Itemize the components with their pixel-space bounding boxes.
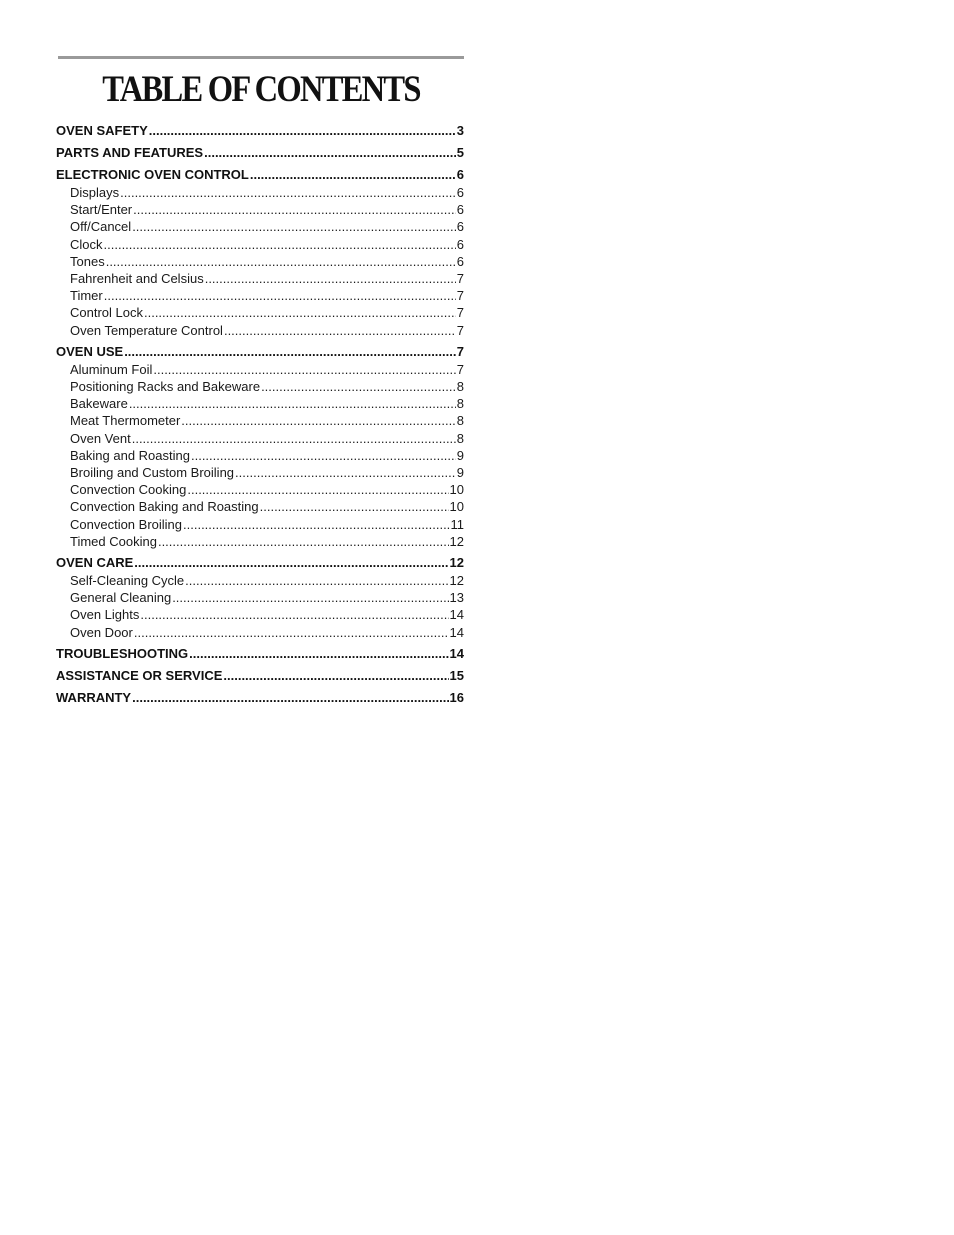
toc-entry-page-number: 13 [449, 590, 464, 606]
dot-leader [172, 589, 448, 606]
toc-entry-page-number: 6 [456, 167, 464, 182]
toc-entry-label: Tones [70, 253, 105, 269]
toc-entry-page-number: 7 [456, 322, 464, 338]
toc-entry-page-number: 12 [449, 533, 464, 549]
dot-leader [185, 572, 448, 589]
toc-section-entry[interactable] [56, 343, 464, 361]
toc-entry-page-number: 9 [456, 465, 464, 480]
toc-subsection-entry[interactable] [70, 322, 464, 339]
dot-leader [205, 270, 456, 287]
toc-entry-label: Timed Cooking [70, 533, 157, 549]
toc-section-entry[interactable] [56, 122, 464, 140]
toc-subsection-entry[interactable] [70, 624, 464, 641]
toc-entry-page-number: 6 [456, 185, 464, 200]
dot-leader [132, 430, 456, 447]
toc-entry-label: OVEN USE [56, 343, 124, 359]
toc-entry-label: WARRANTY [56, 689, 132, 705]
toc-entry-page-number: 6 [456, 202, 464, 218]
dot-leader [124, 343, 456, 361]
dot-leader [132, 689, 448, 707]
toc-entry-label: Oven Vent [70, 430, 131, 446]
toc-entry-label: TROUBLESHOOTING [56, 645, 189, 661]
toc-entry-label: PARTS AND FEATURES [56, 145, 204, 160]
toc-subsection-entry[interactable] [70, 498, 464, 515]
toc-entry-page-number: 7 [456, 271, 464, 286]
toc-entry-page-number: 14 [449, 624, 464, 640]
dot-leader [158, 533, 449, 550]
toc-subsection-entry[interactable] [70, 464, 464, 481]
dot-leader [129, 395, 456, 412]
toc-subsection-entry[interactable] [70, 447, 464, 464]
toc-subsection-entry[interactable] [70, 572, 464, 589]
page-title: TABLE OF CONTENTS [102, 69, 420, 110]
toc-entry-page-number: 8 [456, 430, 464, 446]
toc-entry-page-number: 6 [456, 236, 464, 252]
toc-entry-page-number: 5 [456, 145, 464, 160]
dot-leader [260, 498, 449, 515]
dot-leader [223, 667, 448, 685]
toc-subsection-entry[interactable] [70, 253, 464, 270]
toc-subsection-entry[interactable] [70, 481, 464, 498]
toc-subsection-entry[interactable] [70, 218, 464, 235]
toc-entry-label: Convection Cooking [70, 482, 187, 498]
toc-entry-label: Convection Broiling [70, 516, 183, 532]
dot-leader [183, 516, 449, 533]
toc-subsection-entry[interactable] [70, 589, 464, 606]
dot-leader [181, 412, 455, 429]
toc-entry-label: Aluminum Foil [70, 361, 153, 377]
toc-entry-label: Off/Cancel [70, 219, 132, 235]
toc-entry-label: Oven Temperature Control [70, 322, 223, 338]
toc-entry-label: Broiling and Custom Broiling [70, 465, 235, 480]
dot-leader [153, 361, 455, 378]
toc-entry-label: Fahrenheit and Celsius [70, 271, 204, 286]
toc-subsection-entry[interactable] [70, 606, 464, 623]
toc-entry-label: Self-Cleaning Cycle [70, 573, 185, 588]
toc-entry-label: ASSISTANCE OR SERVICE [56, 667, 223, 683]
toc-entry-label: Oven Lights [70, 607, 140, 623]
toc-subsection-entry[interactable] [70, 236, 464, 253]
toc-entry-page-number: 3 [456, 123, 464, 138]
toc-entry-label: Baking and Roasting [70, 447, 190, 463]
dot-leader [250, 166, 456, 184]
dot-leader [104, 236, 456, 253]
dot-leader [191, 447, 456, 464]
toc-subsection-entry[interactable] [70, 270, 464, 287]
toc-entry-label: Meat Thermometer [70, 413, 181, 429]
toc-entry-label: Timer [70, 288, 103, 304]
dot-leader [235, 464, 456, 481]
toc-subsection-entry[interactable] [70, 287, 464, 304]
dot-leader [224, 322, 456, 339]
toc-entry-page-number: 11 [450, 516, 464, 532]
toc-subsection-entry[interactable] [70, 516, 464, 533]
dot-leader [140, 606, 448, 623]
toc-section-entry[interactable] [56, 645, 464, 663]
toc-entry-page-number: 16 [449, 689, 464, 705]
toc-subsection-entry[interactable] [70, 533, 464, 550]
dot-leader [189, 645, 448, 663]
toc-entry-page-number: 8 [456, 396, 464, 412]
dot-leader [106, 253, 456, 270]
toc-subsection-entry[interactable] [70, 378, 464, 395]
toc-subsection-entry[interactable] [70, 395, 464, 412]
toc-entry-page-number: 15 [449, 667, 464, 683]
toc-subsection-entry[interactable] [70, 184, 464, 201]
toc-subsection-entry[interactable] [70, 430, 464, 447]
toc-entry-page-number: 14 [449, 607, 464, 623]
toc-entry-label: Clock [70, 236, 103, 252]
toc-entry-page-number: 7 [456, 288, 464, 304]
toc-entry-page-number: 9 [456, 447, 464, 463]
toc-entry-label: Control Lock [70, 305, 143, 321]
toc-section-entry[interactable] [56, 667, 464, 685]
toc-entry-label: Convection Baking and Roasting [70, 499, 259, 515]
toc-entry-page-number: 7 [456, 305, 464, 321]
toc-subsection-entry[interactable] [70, 361, 464, 378]
toc-subsection-entry[interactable] [70, 304, 464, 321]
toc-entry-label: Start/Enter [70, 202, 133, 218]
dot-leader [133, 201, 456, 218]
dot-leader [104, 287, 456, 304]
toc-section-entry[interactable] [56, 554, 464, 572]
toc-entry-label: OVEN CARE [56, 555, 134, 570]
dot-leader [134, 624, 449, 641]
dot-leader [132, 218, 456, 235]
toc-entry-label: OVEN SAFETY [56, 123, 148, 138]
toc-entry-page-number: 6 [456, 253, 464, 269]
toc-entry-label: Positioning Racks and Bakeware [70, 379, 261, 394]
dot-leader [149, 122, 456, 140]
toc-entry-page-number: 7 [456, 343, 464, 359]
toc-entry-page-number: 12 [449, 573, 464, 588]
toc-entry-page-number: 6 [456, 219, 464, 235]
toc-section-entry[interactable] [56, 689, 464, 707]
dot-leader [134, 554, 448, 572]
toc-entry-page-number: 10 [449, 482, 464, 498]
toc-entry-label: Oven Door [70, 624, 133, 640]
toc-entry-page-number: 8 [456, 379, 464, 394]
toc-entry-label: General Cleaning [70, 590, 172, 606]
toc-entry-page-number: 12 [449, 555, 464, 570]
toc-subsection-entry[interactable] [70, 412, 464, 429]
toc-entry-label: Displays [70, 185, 120, 200]
dot-leader [204, 144, 456, 162]
toc-entry-page-number: 10 [449, 499, 464, 515]
dot-leader [261, 378, 456, 395]
toc-section-entry[interactable] [56, 144, 464, 162]
toc-entry-page-number: 7 [456, 361, 464, 377]
toc-section-entry[interactable] [56, 166, 464, 184]
toc-subsection-entry[interactable] [70, 201, 464, 218]
dot-leader [120, 184, 456, 201]
toc-entry-page-number: 8 [456, 413, 464, 429]
toc-entry-page-number: 14 [449, 645, 464, 661]
toc-entry-label: ELECTRONIC OVEN CONTROL [56, 167, 249, 182]
dot-leader [187, 481, 448, 498]
toc-entry-label: Bakeware [70, 396, 128, 412]
dot-leader [144, 304, 456, 321]
top-rule [58, 56, 464, 59]
